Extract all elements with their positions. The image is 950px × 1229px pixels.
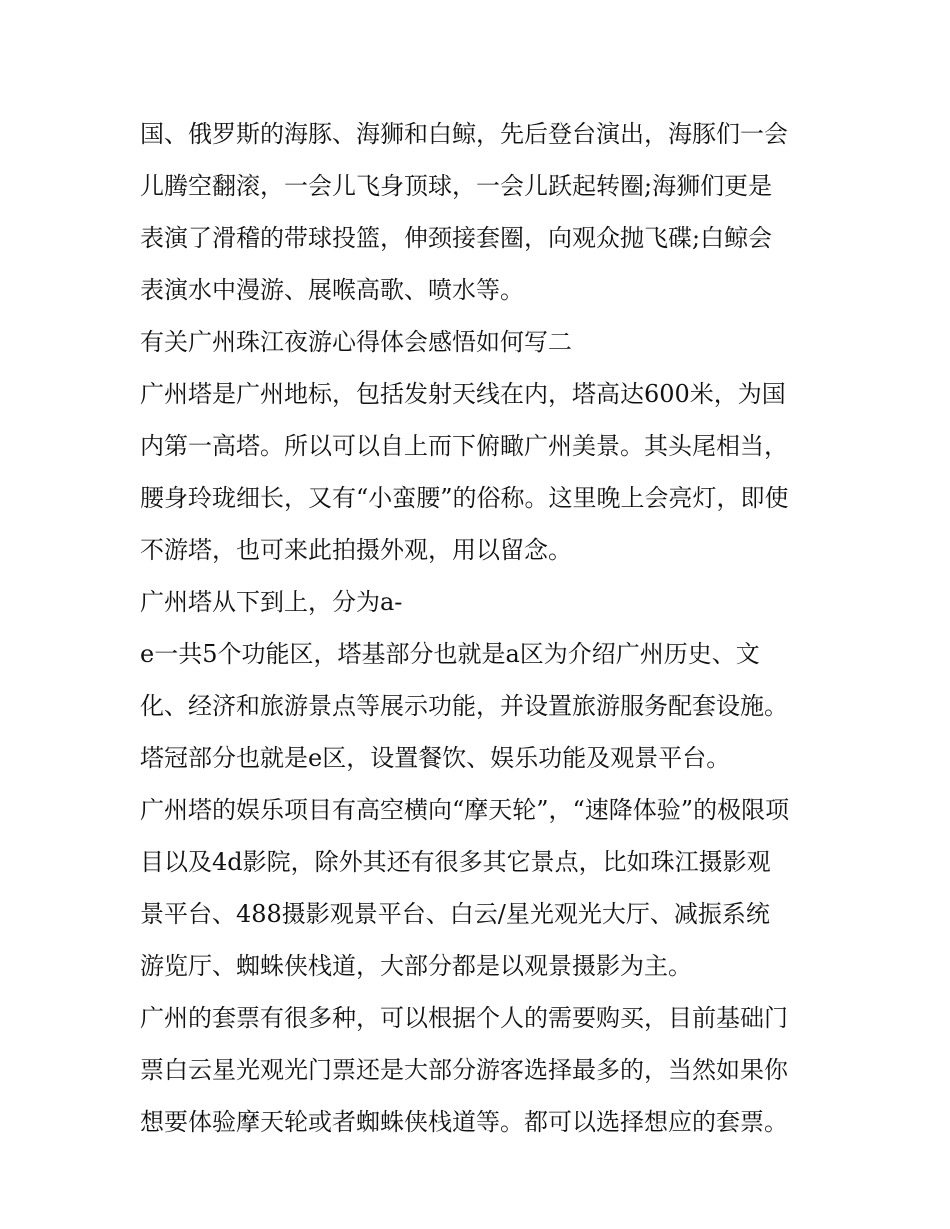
paragraph-line: 儿腾空翻滚，一会儿飞身顶球，一会儿跃起转圈;海狮们更是 [140, 172, 773, 200]
paragraph-line: 想要体验摩天轮或者蜘蛛侠栈道等。都可以选择想应的套票。 [140, 1108, 788, 1136]
paragraph-line: 广州塔是广州地标，包括发射天线在内，塔高达600米，为国 [140, 380, 786, 408]
paragraph-line: 内第一高塔。所以可以自上而下俯瞰广州美景。其头尾相当， [140, 432, 788, 460]
paragraph-line: 票白云星光观光门票还是大部分游客选择最多的，当然如果你 [140, 1056, 788, 1084]
paragraph-line: 腰身玲珑细长，又有“小蛮腰”的俗称。这里晚上会亮灯，即使 [140, 484, 789, 512]
section-heading: 有关广州珠江夜游心得体会感悟如何写二 [140, 328, 572, 356]
paragraph-line: 化、经济和旅游景点等展示功能，并设置旅游服务配套设施。 [140, 692, 788, 720]
paragraph-line: 目以及4d影院，除外其还有很多其它景点，比如珠江摄影观 [140, 848, 771, 876]
paragraph-line: 塔冠部分也就是e区，设置餐饮、娱乐功能及观景平台。 [140, 744, 731, 772]
paragraph-line: 不游塔，也可来此拍摄外观，用以留念。 [140, 536, 572, 564]
paragraph-line: 表演水中漫游、展喉高歌、喷水等。 [140, 276, 524, 304]
document-body [140, 108, 830, 1148]
paragraph-line: 表演了滑稽的带球投篮，伸颈接套圈，向观众抛飞碟;白鲸会 [140, 224, 773, 252]
paragraph-line: 广州的套票有很多种，可以根据个人的需要购买，目前基础门 [140, 1004, 788, 1032]
paragraph-line: 广州塔的娱乐项目有高空横向“摩天轮”，“速降体验”的极限项 [140, 796, 790, 824]
paragraph-line: e一共5个功能区，塔基部分也就是a区为介绍广州历史、文 [140, 640, 760, 668]
paragraph-line: 广州塔从下到上，分为a- [140, 588, 403, 616]
paragraph-line: 游览厅、蜘蛛侠栈道，大部分都是以观景摄影为主。 [140, 952, 692, 980]
paragraph-line: 国、俄罗斯的海豚、海狮和白鲸，先后登台演出，海豚们一会 [140, 120, 788, 148]
paragraph-line: 景平台、488摄影观景平台、白云/星光观光大厅、减振系统 [140, 900, 770, 928]
